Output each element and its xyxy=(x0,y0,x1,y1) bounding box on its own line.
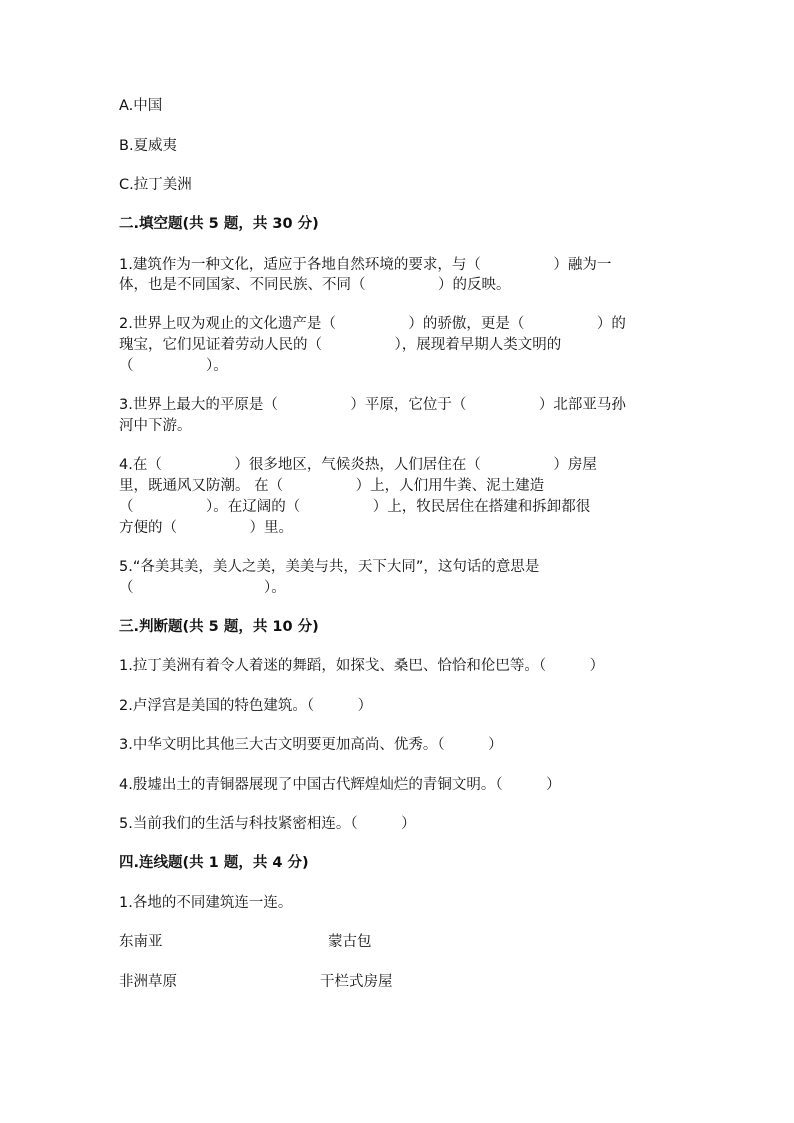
option-a: A.中国 xyxy=(119,98,163,114)
fill-q5-line2: （ ）。 xyxy=(119,580,286,596)
fill-q3-line2: 河中下游。 xyxy=(119,418,192,434)
fill-q3-line1: 3.世界上最大的平原是（ ）平原，它位于（ ）北部亚马孙 xyxy=(119,397,626,413)
judge-q1: 1.拉丁美洲有着令人着迷的舞蹈，如探戈、桑巴、恰恰和伦巴等。（ ） xyxy=(119,658,605,674)
option-c: C.拉丁美洲 xyxy=(119,177,192,193)
fill-q2-line1: 2.世界上叹为观止的文化遗产是（ ）的骄傲，更是（ ）的 xyxy=(119,316,626,332)
matching-left-1: 东南亚 xyxy=(119,934,163,950)
matching-left-2: 非洲草原 xyxy=(119,974,177,990)
judge-q3: 3.中华文明比其他三大古文明要更加高尚、优秀。（ ） xyxy=(119,737,503,753)
fill-q4-line3: （ ）。在辽阔的（ ）上，牧民居住在搭建和拆卸都很 xyxy=(119,499,591,515)
fill-q2-line2: 瑰宝，它们见证着劳动人民的（ ），展现着早期人类文明的 xyxy=(119,337,562,353)
judge-q5: 5.当前我们的生活与科技紧密相连。（ ） xyxy=(119,816,416,832)
fill-blank-heading: 二.填空题(共 5 题，共 30 分) xyxy=(119,216,319,232)
matching-right-1: 蒙古包 xyxy=(328,934,372,950)
judge-heading: 三.判断题(共 5 题，共 10 分) xyxy=(119,619,319,635)
fill-q2-line3: （ ）。 xyxy=(119,358,228,374)
fill-q1-line2: 体，也是不同国家、不同民族、不同（ ）的反映。 xyxy=(119,277,511,293)
matching-q1: 1.各地的不同建筑连一连。 xyxy=(119,895,293,911)
fill-q5-line1: 5.“各美其美，美人之美，美美与共，天下大同”，这句话的意思是 xyxy=(119,559,540,575)
fill-q4-line1: 4.在（ ）很多地区，气候炎热，人们居住在（ ）房屋 xyxy=(119,457,597,473)
fill-q4-line2: 里，既通风又防潮。 在（ ）上，人们用牛粪、泥土建造 xyxy=(119,478,545,494)
option-b: B.夏威夷 xyxy=(119,138,178,154)
fill-q4-line4: 方便的（ ）里。 xyxy=(119,520,293,536)
judge-q4: 4.殷墟出土的青铜器展现了中国古代辉煌灿烂的青铜文明。（ ） xyxy=(119,777,561,793)
fill-q1-line1: 1.建筑作为一种文化，适应于各地自然环境的要求，与（ ）融为一 xyxy=(119,257,612,273)
matching-right-2: 干栏式房屋 xyxy=(320,974,393,990)
matching-heading: 四.连线题(共 1 题，共 4 分) xyxy=(119,855,309,871)
judge-q2: 2.卢浮宫是美国的特色建筑。（ ） xyxy=(119,698,373,714)
